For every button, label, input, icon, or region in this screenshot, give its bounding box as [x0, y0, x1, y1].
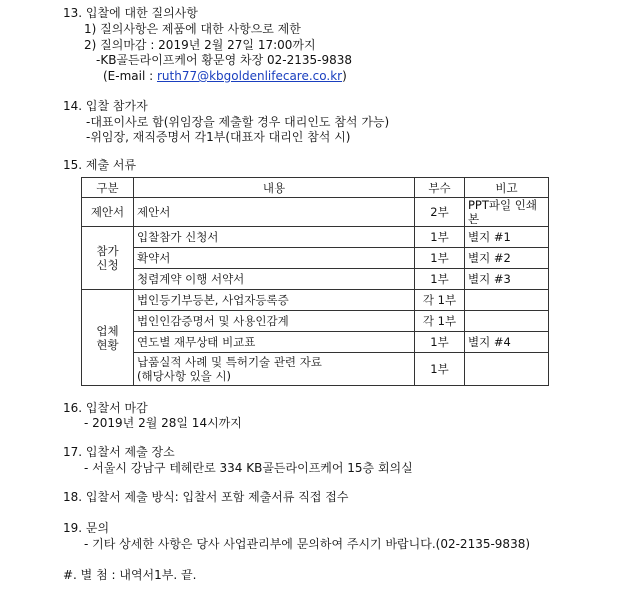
- section-18-title: 18. 입찰서 제출 방식: 입찰서 포함 제출서류 직접 접수: [63, 490, 349, 504]
- section-13-title: 13. 입찰에 대한 질의사항: [63, 6, 198, 20]
- row-item: 법인인감증명서 및 사용인감계: [134, 311, 415, 332]
- row-note: 별지 #3: [465, 269, 549, 290]
- row-note: 별지 #2: [465, 248, 549, 269]
- table-row: [82, 332, 549, 353]
- row-item: 제안서: [134, 198, 415, 227]
- table-header-row: [82, 178, 549, 198]
- section-13-email-line: [103, 68, 347, 84]
- row-item: 법인등기부등본, 사업자등록증: [134, 290, 415, 311]
- row-item: 납품실적 사례 및 특허기술 관련 자료 (해당사항 있을 시): [134, 353, 415, 386]
- attachment-note: #. 별 첨 : 내역서1부. 끝.: [63, 568, 197, 582]
- section-13-line-1: 1) 질의사항은 제품에 대한 사항으로 제한: [84, 22, 301, 36]
- table-row: [82, 311, 549, 332]
- header-note: 비고: [465, 178, 549, 198]
- email-suffix: ): [342, 69, 347, 83]
- row-note: 별지 #1: [465, 227, 549, 248]
- row-qty: 1부: [415, 269, 465, 290]
- table-row: [82, 269, 549, 290]
- row-group: 참가 신청: [82, 227, 134, 290]
- row-group: 제안서: [82, 198, 134, 227]
- section-19-line-1: - 기타 상세한 사항은 당사 사업관리부에 문의하여 주시기 바랍니다.(02-2135-9838): [84, 537, 531, 551]
- row-note: [465, 353, 549, 386]
- table-row: [82, 353, 549, 386]
- section-14-title: 14. 입찰 참가자: [63, 99, 148, 113]
- section-14-line-1: -대표이사로 함(위임장을 제출할 경우 대리인도 참석 가능): [86, 115, 390, 129]
- row-note: [465, 290, 549, 311]
- submission-documents-table: [81, 177, 549, 386]
- table-row: [82, 248, 549, 269]
- row-item: 청렴계약 이행 서약서: [134, 269, 415, 290]
- row-qty: 각 1부: [415, 290, 465, 311]
- section-17-line-1: - 서울시 강남구 테헤란로 334 KB골든라이프케어 15층 회의실: [84, 461, 413, 475]
- row-qty: 1부: [415, 248, 465, 269]
- header-copies: 부수: [415, 178, 465, 198]
- section-13-line-2: 2) 질의마감 : 2019년 2월 27일 17:00까지: [84, 38, 316, 52]
- section-16-line-1: - 2019년 2월 28일 14시까지: [84, 416, 242, 430]
- row-item: 확약서: [134, 248, 415, 269]
- row-note: [465, 311, 549, 332]
- table-row: [82, 198, 549, 227]
- section-13-contact: -KB골든라이프케어 황문영 차장 02-2135-9838: [96, 53, 352, 67]
- row-qty: 2부: [415, 198, 465, 227]
- row-group: 업체 현황: [82, 290, 134, 386]
- row-note: 별지 #4: [465, 332, 549, 353]
- table-row: [82, 290, 549, 311]
- header-category: 구분: [82, 178, 134, 198]
- section-15-title: 15. 제출 서류: [63, 158, 137, 172]
- section-17-title: 17. 입찰서 제출 장소: [63, 445, 175, 459]
- section-14-line-2: -위임장, 재직증명서 각1부(대표자 대리인 참석 시): [86, 130, 351, 144]
- section-16-title: 16. 입찰서 마감: [63, 401, 148, 415]
- row-qty: 각 1부: [415, 311, 465, 332]
- table-row: [82, 227, 549, 248]
- section-19-title: 19. 문의: [63, 521, 110, 535]
- row-qty: 1부: [415, 227, 465, 248]
- row-item: 연도별 재무상태 비교표: [134, 332, 415, 353]
- email-prefix: (E-mail :: [103, 69, 157, 83]
- row-note: PPT파일 인쇄본: [465, 198, 549, 227]
- row-qty: 1부: [415, 332, 465, 353]
- email-link[interactable]: ruth77@kbgoldenlifecare.co.kr: [156, 69, 343, 83]
- header-content: 내용: [134, 178, 415, 198]
- row-qty: 1부: [415, 353, 465, 386]
- row-item: 입찰참가 신청서: [134, 227, 415, 248]
